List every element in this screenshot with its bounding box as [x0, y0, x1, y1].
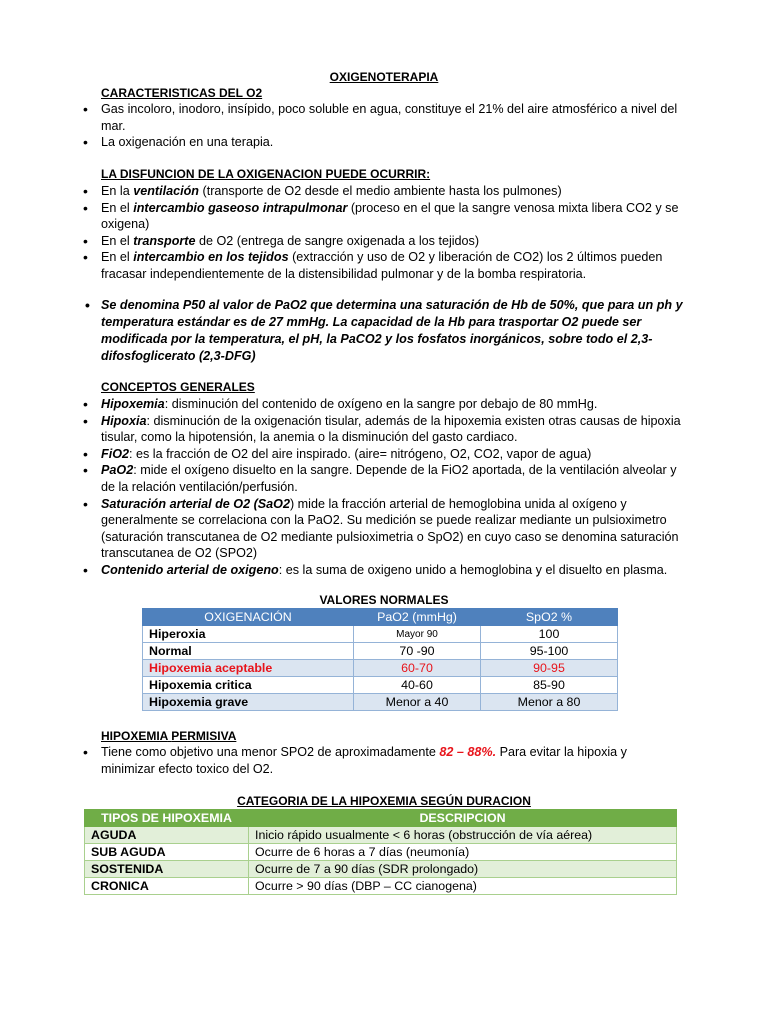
table-row [85, 827, 677, 844]
list-item-text: Gas incoloro, inodoro, insípido, poco soluble en agua, constituye el 21% del aire atmosférico a nivel del mar. [101, 102, 678, 133]
list-item-text: : disminución de la oxigenación tisular, además de la hipoxemia existen otras causas de hipoxia tisular, como la hipotensión, la anemia o la disminución del gasto cardiaco. [101, 413, 681, 445]
spo2-target-value: 82 – 88%. [439, 745, 497, 759]
table1-caption: VALORES NORMALES [319, 593, 449, 607]
list-item-text: ) mide la fracción arterial de hemoglobina unida al oxígeno y generalmente se correlaciona con la PaO2. Su medición se puede realizar mediante un pulsioximetro (saturación transcutanea de O2 mediante pulsioximetria o SpO2) en cuyo caso se denomina saturación transcutanea de O2 (SPO2) [101, 496, 679, 561]
list-item [83, 200, 683, 233]
list-item-term: Contenido arterial de oxigeno [101, 562, 279, 577]
list-item [83, 396, 683, 413]
table-row [143, 694, 618, 711]
table-cell: Ocurre de 7 a 90 días (SDR prolongado) [249, 861, 677, 878]
valores-normales-table [142, 608, 618, 711]
table-row [143, 677, 618, 694]
table-header-row [85, 810, 677, 827]
table-row [85, 861, 677, 878]
table-cell: Normal [143, 643, 354, 660]
table-header-cell: PaO2 (mmHg) [354, 609, 481, 626]
list-item [83, 496, 683, 562]
table-cell: CRONICA [85, 878, 249, 895]
list-item-term: ventilación [133, 184, 200, 198]
table-cell: SUB AGUDA [85, 844, 249, 861]
table-cell: Menor a 40 [354, 694, 481, 711]
list-item-term: Saturación arterial de O2 (SaO2 [101, 496, 290, 511]
list-item-text: (extracción y uso de O2 y liberación de CO2) los 2 últimos pueden fracasar independientemente de la distensibilidad pulmonar y de la bomba respiratoria. [101, 250, 663, 281]
list-item-term: transporte [133, 233, 196, 248]
section-heading-caracteristicas: CARACTERISTICAS DEL O2 [101, 86, 263, 100]
document-title: OXIGENOTERAPIA [329, 70, 439, 84]
table-cell: Hiperoxia [143, 626, 354, 643]
table-cell: Ocurre de 6 horas a 7 días (neumonía) [249, 844, 677, 861]
list-item-text: (transporte de O2 desde el medio ambiente hasta los pulmones) [199, 184, 562, 198]
list-item-text: (proceso en el que la sangre venosa mixta libera CO2 y se oxigena) [101, 200, 679, 232]
list-item-text: Tiene como objetivo una menor SPO2 de aproximadamente [101, 745, 440, 759]
list-item-term: intercambio gaseoso intrapulmonar [133, 200, 348, 215]
p50-paragraph [85, 297, 685, 365]
table-cell: 100 [481, 626, 618, 643]
table-header-cell: SpO2 % [481, 609, 618, 626]
table-header-row [143, 609, 618, 626]
list-item-text: Para evitar la hipoxia y minimizar efecto toxico del O2. [101, 745, 627, 776]
table-row [85, 878, 677, 895]
list-item-term: Hipoxemia [101, 397, 165, 411]
list-item [83, 233, 683, 250]
list-item-text: : mide el oxígeno disuelto en la sangre. Depende de la FiO2 aportada, de la ventilación alveolar y de la relación ventilación/perfusión. [101, 463, 677, 494]
list-caracteristicas [83, 101, 683, 151]
list-item-text: En la [101, 184, 134, 198]
list-item [83, 101, 683, 134]
list-item-text: En el [101, 233, 134, 248]
list-item-term: Hipoxia [101, 413, 147, 428]
table-header-cell: DESCRIPCION [249, 810, 677, 827]
section-heading-conceptos: CONCEPTOS GENERALES [101, 380, 255, 394]
categoria-hipoxemia-table [84, 809, 677, 895]
list-item-text: : es la suma de oxigeno unido a hemoglobina y el disuelto en plasma. [278, 562, 668, 577]
list-item-text: de O2 (entrega de sangre oxigenada a los tejidos) [195, 233, 480, 248]
table-cell: Ocurre > 90 días (DBP – CC cianogena) [249, 878, 677, 895]
table-cell: 70 -90 [354, 643, 481, 660]
list-item-term: intercambio en los tejidos [133, 250, 289, 265]
list-item-text: En el [101, 250, 134, 265]
table-cell: Hipoxemia aceptable [143, 660, 354, 677]
table-header-cell: TIPOS DE HIPOXEMIA [85, 810, 249, 827]
table-row [85, 844, 677, 861]
list-hipoxemia-permisiva [83, 744, 683, 777]
list-item [83, 413, 683, 446]
list-conceptos [83, 396, 683, 579]
table-cell: Hipoxemia critica [143, 677, 354, 694]
table-cell: Mayor 90 [354, 626, 481, 643]
table-cell: 95-100 [481, 643, 618, 660]
table-cell: 85-90 [481, 677, 618, 694]
table-row [143, 643, 618, 660]
table-row [143, 660, 618, 677]
section-heading-disfuncion: LA DISFUNCION DE LA OXIGENACION PUEDE OCURRIR: [101, 167, 431, 181]
list-item-term: FiO2 [101, 446, 129, 461]
list-item-term: PaO2 [101, 463, 134, 478]
table-cell: SOSTENIDA [85, 861, 249, 878]
list-item-text: : disminución del contenido de oxígeno en la sangre por debajo de 80 mmHg. [164, 397, 598, 411]
table-header-cell: OXIGENACIÓN [143, 609, 354, 626]
list-item-text: La oxigenación en una terapia. [101, 135, 274, 150]
table2-caption: CATEGORIA DE LA HIPOXEMIA SEGÚN DURACION [237, 794, 531, 808]
list-item [83, 446, 683, 463]
table-cell: 60-70 [354, 660, 481, 677]
section-heading-hipoxemia-permisiva [101, 729, 236, 743]
table-cell: 90-95 [481, 660, 618, 677]
list-item [83, 249, 683, 282]
list-item [83, 462, 683, 495]
heading-part: HIPOXEMIA [101, 729, 168, 743]
list-item [83, 134, 683, 151]
list-item [83, 744, 683, 777]
heading-part: PERMISIVA [171, 729, 237, 743]
table-cell: 40-60 [354, 677, 481, 694]
p50-text: Se denomina P50 al valor de PaO2 que determina una saturación de Hb de 50%, que para un ph y temperatura estándar es de 27 mmHg. La capacidad de la Hb para trasportar O2 puede ser modificada por la temperatura, el pH, la PaCO2 y los fosfatos inorgánicos, sobre todo el 2,3-difosfoglicerato (2,3-DFG) [101, 298, 683, 363]
list-item [83, 562, 683, 579]
table-cell: Inicio rápido usualmente < 6 horas (obstrucción de vía aérea) [249, 827, 677, 844]
table-cell: Hipoxemia grave [143, 694, 354, 711]
list-item-text: En el [101, 200, 134, 215]
bullet-icon: • [85, 297, 90, 313]
list-item [83, 183, 683, 200]
table-row [143, 626, 618, 643]
table-cell: AGUDA [85, 827, 249, 844]
list-disfuncion [83, 183, 683, 283]
table-cell: Menor a 80 [481, 694, 618, 711]
list-item-text: : es la fracción de O2 del aire inspirado. (aire= nitrógeno, O2, CO2, vapor de agua) [129, 446, 592, 461]
